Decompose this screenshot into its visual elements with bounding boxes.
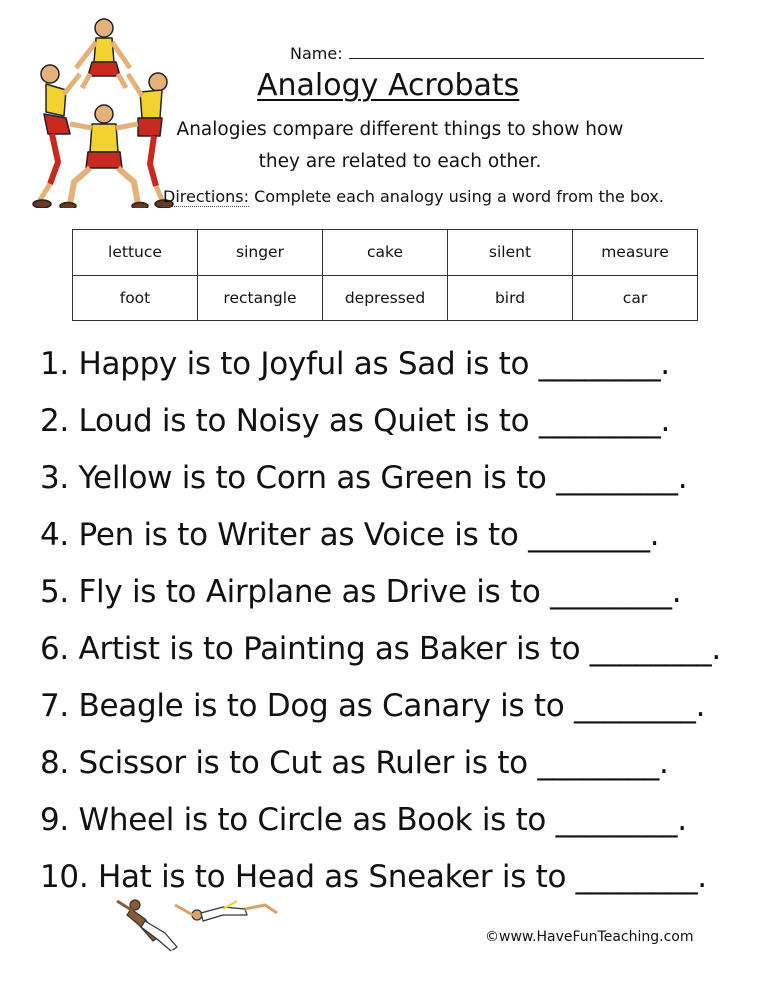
intro-line-2: they are related to each other. (258, 151, 542, 172)
word-box (72, 229, 698, 321)
word-box-cell: lettuce (73, 230, 198, 276)
trapeze-acrobats-illustration (105, 893, 280, 965)
analogy-question: 3. Yellow is to Corn as Green is to ________. (40, 460, 688, 496)
analogy-question: 9. Wheel is to Circle as Book is to ________. (40, 802, 687, 838)
analogy-question: 4. Pen is to Writer as Voice is to ________. (40, 517, 660, 553)
word-box-row (73, 275, 698, 321)
analogy-question: 6. Artist is to Painting as Baker is to ________. (40, 631, 721, 667)
name-blank-line[interactable] (349, 44, 704, 59)
word-box-cell: depressed (323, 275, 448, 321)
analogy-question: 10. Hat is to Head as Sneaker is to ________. (40, 859, 707, 895)
analogy-question: 1. Happy is to Joyful as Sad is to ________. (40, 346, 670, 382)
analogy-question: 8. Scissor is to Cut as Ruler is to ________. (40, 745, 669, 781)
word-box-cell: foot (73, 275, 198, 321)
directions-text: Complete each analogy using a word from the box. (249, 187, 664, 206)
copyright-text: ©www.HaveFunTeaching.com (485, 929, 694, 945)
word-box-cell: cake (323, 230, 448, 276)
word-box-cell: bird (448, 275, 573, 321)
intro-line-1: Analogies compare different things to show how (176, 119, 624, 140)
analogy-question: 2. Loud is to Noisy as Quiet is to ________. (40, 403, 671, 439)
directions-label: Directions: (163, 187, 250, 206)
intro-text (175, 114, 625, 178)
worksheet-title-container (0, 68, 772, 108)
analogy-question: 7. Beagle is to Dog as Canary is to ________. (40, 688, 706, 724)
worksheet-title: Analogy Acrobats (257, 68, 520, 103)
directions (163, 187, 664, 206)
word-box-row (73, 230, 698, 276)
word-box-cell: measure (573, 230, 698, 276)
name-field[interactable] (290, 44, 704, 63)
word-box-cell: rectangle (198, 275, 323, 321)
word-box-cell: silent (448, 230, 573, 276)
word-box-cell: singer (198, 230, 323, 276)
name-label: Name: (290, 44, 343, 63)
word-box-cell: car (573, 275, 698, 321)
analogy-question: 5. Fly is to Airplane as Drive is to ________. (40, 574, 682, 610)
acrobats-pyramid-illustration (30, 12, 175, 208)
analogy-questions (40, 338, 760, 908)
